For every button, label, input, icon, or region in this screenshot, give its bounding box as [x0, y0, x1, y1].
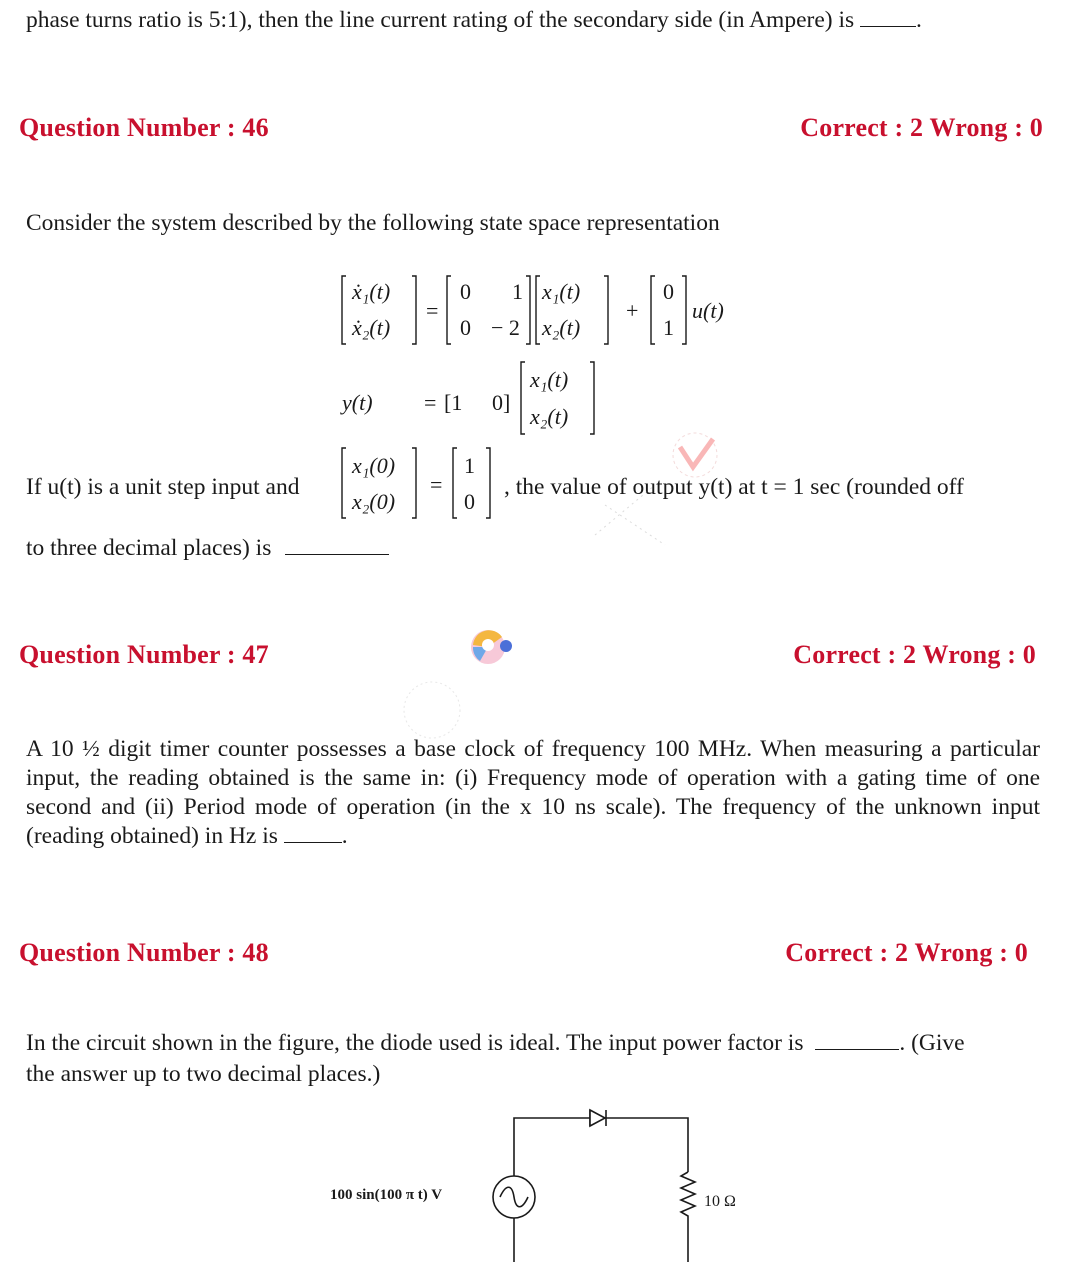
b1: 0	[663, 279, 674, 304]
source-label: 100 sin(100 π t) V	[330, 1187, 443, 1203]
answer-blank	[284, 841, 342, 843]
question-48-score: Correct : 2 Wrong : 0	[785, 938, 1028, 967]
question-47-score: Correct : 2 Wrong : 0	[793, 640, 1036, 669]
previous-question-text: phase turns ratio is 5:1), then the line current rating of the secondary side (in Ampere) is	[26, 7, 855, 33]
question-number-48: Question Number : 48	[19, 938, 269, 967]
answer-blank	[860, 25, 916, 27]
equals-sign: =	[426, 298, 439, 323]
watermark-logo	[585, 425, 725, 555]
answer-blank	[285, 553, 389, 555]
a22: − 2	[491, 315, 520, 340]
q48-line-1	[26, 1029, 965, 1058]
u-of-t: u(t)	[692, 298, 724, 323]
answer-blank	[815, 1048, 899, 1050]
x1: x₁(t)	[542, 279, 581, 304]
question-46-score: Correct : 2 Wrong : 0	[800, 113, 1043, 142]
equals-sign-3: =	[430, 472, 443, 497]
resistor-label: 10 Ω	[704, 1193, 736, 1210]
equals-sign-2: =	[424, 390, 437, 415]
b2: 1	[663, 315, 674, 340]
question-number-46: Question Number : 46	[19, 113, 269, 142]
a21: 0	[460, 315, 471, 340]
q48-text-a: In the circuit shown in the figure, the diode used is ideal. The input power factor is	[26, 1030, 804, 1056]
q47-text: A 10 ½ digit timer counter possesses a base clock of frequency 100 MHz. When measuring a particular input, the reading obtained is the same in: (i) Frequency mode of operation with a gating time of one second and (ii) Period mode of operation (in the x 10 ns scale). The frequency of the unknown input (reading obtained) in Hz is .	[26, 736, 1040, 849]
a12: 1	[512, 279, 523, 304]
q48-line-2: the answer up to two decimal places.)	[26, 1061, 381, 1087]
plus-sign: +	[626, 298, 639, 323]
q48-text-b: . (Give	[899, 1030, 965, 1056]
circuit-diagram	[320, 1096, 780, 1262]
x2-dot: ẋ₂(t)	[352, 315, 391, 340]
a11: 0	[460, 279, 471, 304]
x1-initial: x₁(0)	[352, 453, 396, 478]
x1-dot: ẋ₁(t)	[352, 279, 391, 304]
logo-icon	[468, 625, 516, 671]
q46-condition-suffix: , the value of output y(t) at t = 1 sec (rounded off	[504, 474, 964, 500]
c-right: 0]	[492, 390, 511, 415]
init1: 1	[464, 453, 475, 478]
q46-end-text: to three decimal places) is	[26, 535, 272, 561]
x2: x₂(t)	[542, 315, 581, 340]
x2-out: x₂(t)	[530, 404, 569, 429]
q46-condition-end	[26, 534, 389, 563]
watermark-circle	[400, 680, 466, 740]
y-of-t: y(t)	[342, 390, 373, 415]
q46-condition-prefix: If u(t) is a unit step input and	[26, 474, 300, 500]
c-left: [1	[444, 390, 463, 415]
question-number-47: Question Number : 47	[19, 640, 269, 669]
previous-question-tail: phase turns ratio is 5:1), then the line current rating of the secondary side (in Ampere) is .	[26, 7, 922, 33]
x2-initial: x₂(0)	[352, 489, 396, 514]
q46-intro: Consider the system described by the following state space representation	[26, 210, 720, 236]
x1-out: x₁(t)	[530, 367, 569, 392]
q47-question-text: A 10 ½ digit timer counter possesses a base clock of frequency 100 MHz. When measuring a particular input, the reading obtained is the same in: (i) Frequency mode of operation with a gating time of one second and (ii) Period mode of operation (in the x 10 ns scale). The frequency of the unknown input (reading obtained) in Hz is	[26, 736, 1040, 849]
init2: 0	[464, 489, 475, 514]
